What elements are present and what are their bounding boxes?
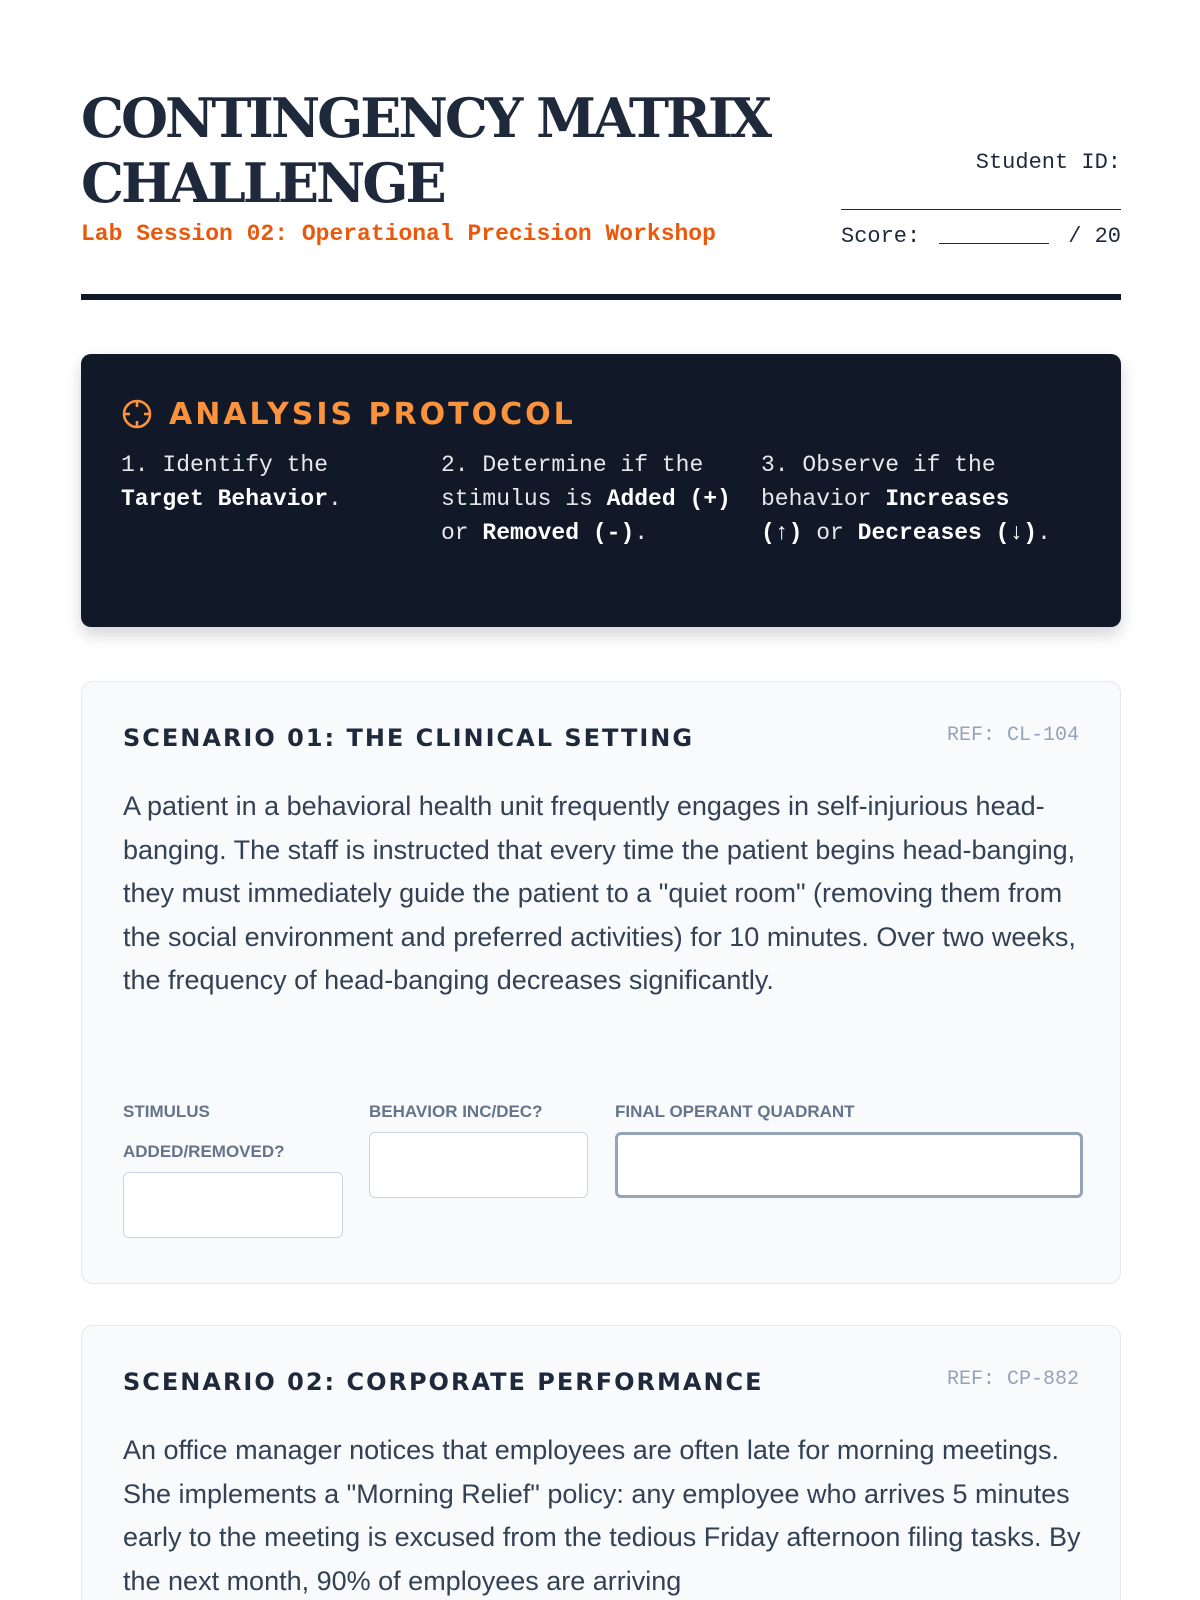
worksheet-page [81, 0, 1121, 1596]
protocol-steps [121, 448, 1081, 550]
protocol-heading [121, 394, 1081, 434]
protocol-step-3: 3. Observe if the behavior Increases (↑) or Decreases (↓). [761, 452, 1051, 546]
quadrant-field [615, 1092, 1083, 1198]
scenario-ref: REF: CL-104 [946, 724, 1079, 747]
scenario-card-02 [81, 1325, 1121, 1600]
scenario-card-01 [81, 681, 1121, 1284]
protocol-step-1: 1. Identify the Target Behavior. [121, 452, 342, 512]
scenario-header [123, 1368, 1079, 1408]
scenario-ref: REF: CP-882 [946, 1368, 1079, 1391]
analysis-protocol-box [81, 354, 1121, 627]
scenario-text: A patient in a behavioral health unit frequently engages in self-injurious head-banging. The staff is instructed that every time the patient begins head-banging, they must immediately guide the patient to a "quiet room" (removing them from the social environment and preferred activities) for 10 minutes. Over two weeks, the frequency of head-banging decreases significantly. [123, 791, 1076, 995]
score-row [831, 222, 1121, 252]
scenario-title: SCENARIO 02: CORPORATE PERFORMANCE [123, 1368, 764, 1396]
score-label: Score: [841, 224, 921, 249]
scenario-header [123, 724, 1079, 764]
scenario-text: An office manager notices that employees are often late for morning meetings. She implements a "Morning Relief" policy: any employee who arrives 5 minutes early to the meeting is excused from the tedious Friday afternoon filing tasks. By the next month, 90% of employees are arriving [123, 1435, 1081, 1596]
behavior-input[interactable] [369, 1132, 588, 1198]
session-subtitle: Lab Session 02: Operational Precision Workshop [81, 221, 716, 247]
worksheet-header [81, 0, 1121, 300]
quadrant-input[interactable] [615, 1132, 1083, 1198]
protocol-title: ANALYSIS PROTOCOL [169, 396, 576, 432]
score-blank[interactable] [939, 222, 1049, 244]
student-id-blank[interactable] [841, 190, 1121, 210]
quadrant-label: FINAL OPERANT QUADRANT [615, 1102, 855, 1121]
crosshair-icon [121, 398, 153, 430]
student-meta [831, 148, 1121, 252]
header-divider [81, 294, 1121, 300]
protocol-step-2: 2. Determine if the stimulus is Added (+) or Removed (-). [441, 452, 731, 546]
stimulus-label: STIMULUS ADDED/REMOVED? [123, 1102, 285, 1161]
stimulus-field [123, 1092, 343, 1238]
student-id-label: Student ID: [975, 150, 1121, 175]
behavior-label: BEHAVIOR INC/DEC? [369, 1102, 543, 1121]
scenario-title: SCENARIO 01: THE CLINICAL SETTING [123, 724, 695, 752]
stimulus-input[interactable] [123, 1172, 343, 1238]
page-title: CONTINGENCY MATRIX CHALLENGE [81, 86, 770, 215]
behavior-field [369, 1092, 588, 1198]
score-total: / 20 [1068, 224, 1121, 249]
